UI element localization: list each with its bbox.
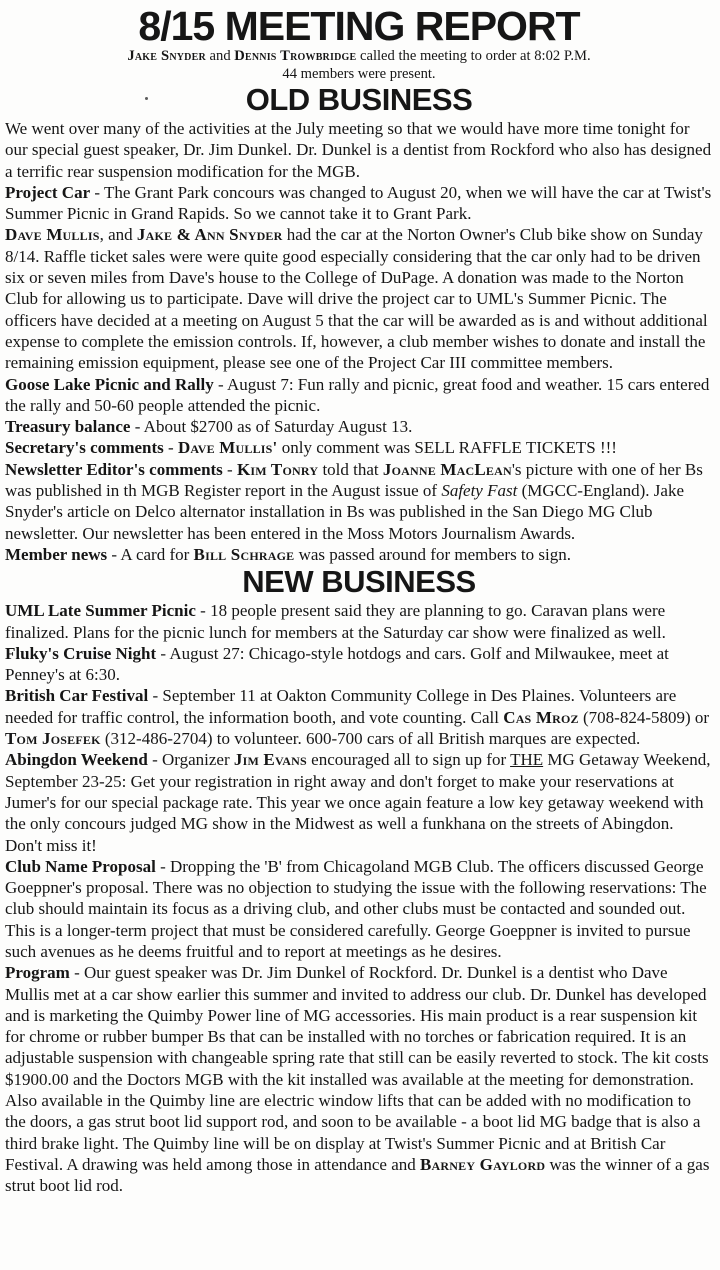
paragraph [5,437,713,458]
attendance-line: 44 members were present. [282,65,436,82]
text-run: 's picture with one of her Bs was published in th MGB Register report in the August issue of [5,459,703,501]
paragraph [5,856,713,962]
text-run: Jake & Ann Snyder [136,225,283,245]
section-heading: NEW BUSINESS [242,564,476,600]
text-run: Abingdon Weekend [5,750,148,770]
text-run: (312-486-2704) to volunteer. 600-700 cars of all British marques are expected. [100,729,641,749]
text-run: , and [99,225,137,245]
text-run: Goose Lake Picnic and Rally [5,374,214,394]
text-run: - September 11 at Oakton Community College in Des Plaines. Volunteers are needed for traffic control, the information booth, and vote counting. Call [5,686,677,727]
text-run: encouraged all to sign up for [306,750,511,770]
text-run: - 18 people present said they are planning to go. Caravan plans were finalized. Plans for the picnic lunch for members at the Saturday car show were finalized as well. [5,601,666,642]
text-run: - A card for [107,544,194,564]
text-run: - August 7: Fun rally and picnic, great food and weather. 15 cars entered the rally and 50-60 people attended the picnic. [5,374,710,415]
text-run: had the car at the Norton Owner's Club bike show on Sunday 8/14. Raffle ticket sales were were quite good especially considering that the car only had to be driven six or seven miles from Dave's house to the College of DuPage. A donation was made to the Norton Club for allowing us to participate. Dave will drive the project car to UML's Summer Picnic. The officers have decided at a meeting on August 5 that the car will be awarded as is and without additional expense to complete the emission controls. If, however, a club member wishes to donate and install the remaining emission equipment, please see one of the Project Car III committee members. [5,225,708,373]
text-run: Jake Snyder [127,48,206,64]
text-run: Dave Mullis' [177,438,278,458]
text-run: - The Grant Park concours was changed to August 20, when we will have the car at Twist's Summer Picnic in Grand Rapids. So we cannot take it to Grant Park. [5,182,712,224]
paragraph [5,544,713,565]
scan-artifact-dot [145,97,148,100]
text-run: Cas Mroz [503,707,579,727]
text-run: Barney Gaylord [420,1154,546,1174]
text-run: told that [318,459,383,479]
text-run: - Dropping the 'B' from Chicagoland MGB Club. The officers discussed George Goeppner's proposal. There was no objection to studying the issue with the following reservations: The club should maintain its focus as a driving club, and other clubs must be contacted and sounded out. This is a longer-term project that must be considered carefully. George Goeppner is invited to pursue such avenues as he deems fruitful and to report at meetings as he desires. [5,856,707,961]
text-run: Secretary's comments [5,438,164,458]
text-run: - About $2700 as of Saturday August 13. [130,417,413,437]
text-run: was passed around for members to sign. [294,544,571,564]
text-run: Kim Tonry [236,459,319,479]
text-run: - [222,459,237,479]
section-heading: OLD BUSINESS [245,82,473,117]
text-run: - [163,438,178,458]
text-run: Program [5,963,70,983]
text-run: Fluky's Cruise Night [5,643,157,663]
paragraph [5,459,713,544]
text-run: and [205,48,235,64]
text-run: was the winner of a gas strut boot lid rod. [5,1154,710,1196]
text-run: THE [510,750,544,770]
paragraph [5,416,713,437]
paragraph [5,118,713,182]
sections [5,84,713,1197]
text-run: (708-824-5809) or [578,707,710,727]
paragraph [5,962,713,1196]
text-run: - Organizer [147,750,234,770]
paragraph [5,182,713,225]
paragraph [5,749,713,855]
call-to-order-line [5,48,713,66]
text-run: - August 27: Chicago-style hotdogs and cars. Golf and Milwaukee, meet at Penney's at 6:30. [5,643,669,685]
paragraph [5,374,713,417]
text-run: Joanne MacLean [382,459,512,479]
text-run: Safety Fast [441,481,518,501]
text-run: Member news [5,544,108,564]
paragraph [5,600,713,643]
text-run: (MGCC-England). Jake Snyder's article on Delco alternator installation in Bs was published in the San Diego MG Club newsletter. Our newsletter has been entered in the Moss Motors Journalism Awards. [5,481,684,543]
report-title: 8/15 MEETING REPORT [138,3,580,49]
text-run: Club Name Proposal [5,856,156,876]
paragraph [5,224,713,373]
text-run: Project Car [5,182,91,202]
text-run: Bill Schrage [193,544,295,564]
paragraph [5,685,713,749]
text-run: Treasury balance [5,417,131,437]
text-run: Tom Josefek [5,729,101,749]
text-run: only comment was SELL RAFFLE TICKETS !!! [277,438,617,458]
text-run: Jim Evans [233,750,307,770]
text-run: UML Late Summer Picnic [5,601,196,621]
text-run: British Car Festival [5,686,149,706]
text-run: Dave Mullis [5,225,100,245]
text-run: - Our guest speaker was Dr. Jim Dunkel of Rockford. Dr. Dunkel is a dentist who Dave Mullis met at a car show earlier this summer and invited to address our club. Dr. Dunkel has developed and is marketing the Quimby Power line of MG accessories. His main product is a rear suspension kit for chrome or rubber bumper Bs that can be installed with no torches or fabrication required. It is an adjustable suspension with changeable spring rate that still can be easily reverted to stock. The kit costs $1900.00 and the Doctors MGB with the kit installed was available at the meeting for demonstration. Also available in the Quimby line are electric window lifts that can be added with no modification to the doors, a gas strut boot lid support rod, and soon to be available - a boot lid MG badge that is also a third brake light. The Quimby line will be on display at Twist's Summer Picnic and at British Car Festival. A drawing was held among those in attendance and [5,963,709,1174]
text-run: We went over many of the activities at the July meeting so that we would have more time tonight for our special guest speaker, Dr. Jim Dunkel. Dr. Dunkel is a dentist from Rockford who also has designed a terrific rear suspension modification for the MGB. [5,119,712,181]
text-run: Dennis Trowbridge [234,48,357,64]
text-run: MG Getaway Weekend, September 23-25: Get your registration in right away and don't forget to make your reservations at Jumer's for our special package rate. This year we once again feature a low key getaway weekend with the only concours judged MG show in the Midwest as well a funkhana on the streets of Abingdon. Don't miss it! [5,750,711,855]
text-run: called the meeting to order at 8:02 P.M. [356,48,591,64]
text-run: Newsletter Editor's comments [5,459,223,479]
paragraph [5,643,713,686]
